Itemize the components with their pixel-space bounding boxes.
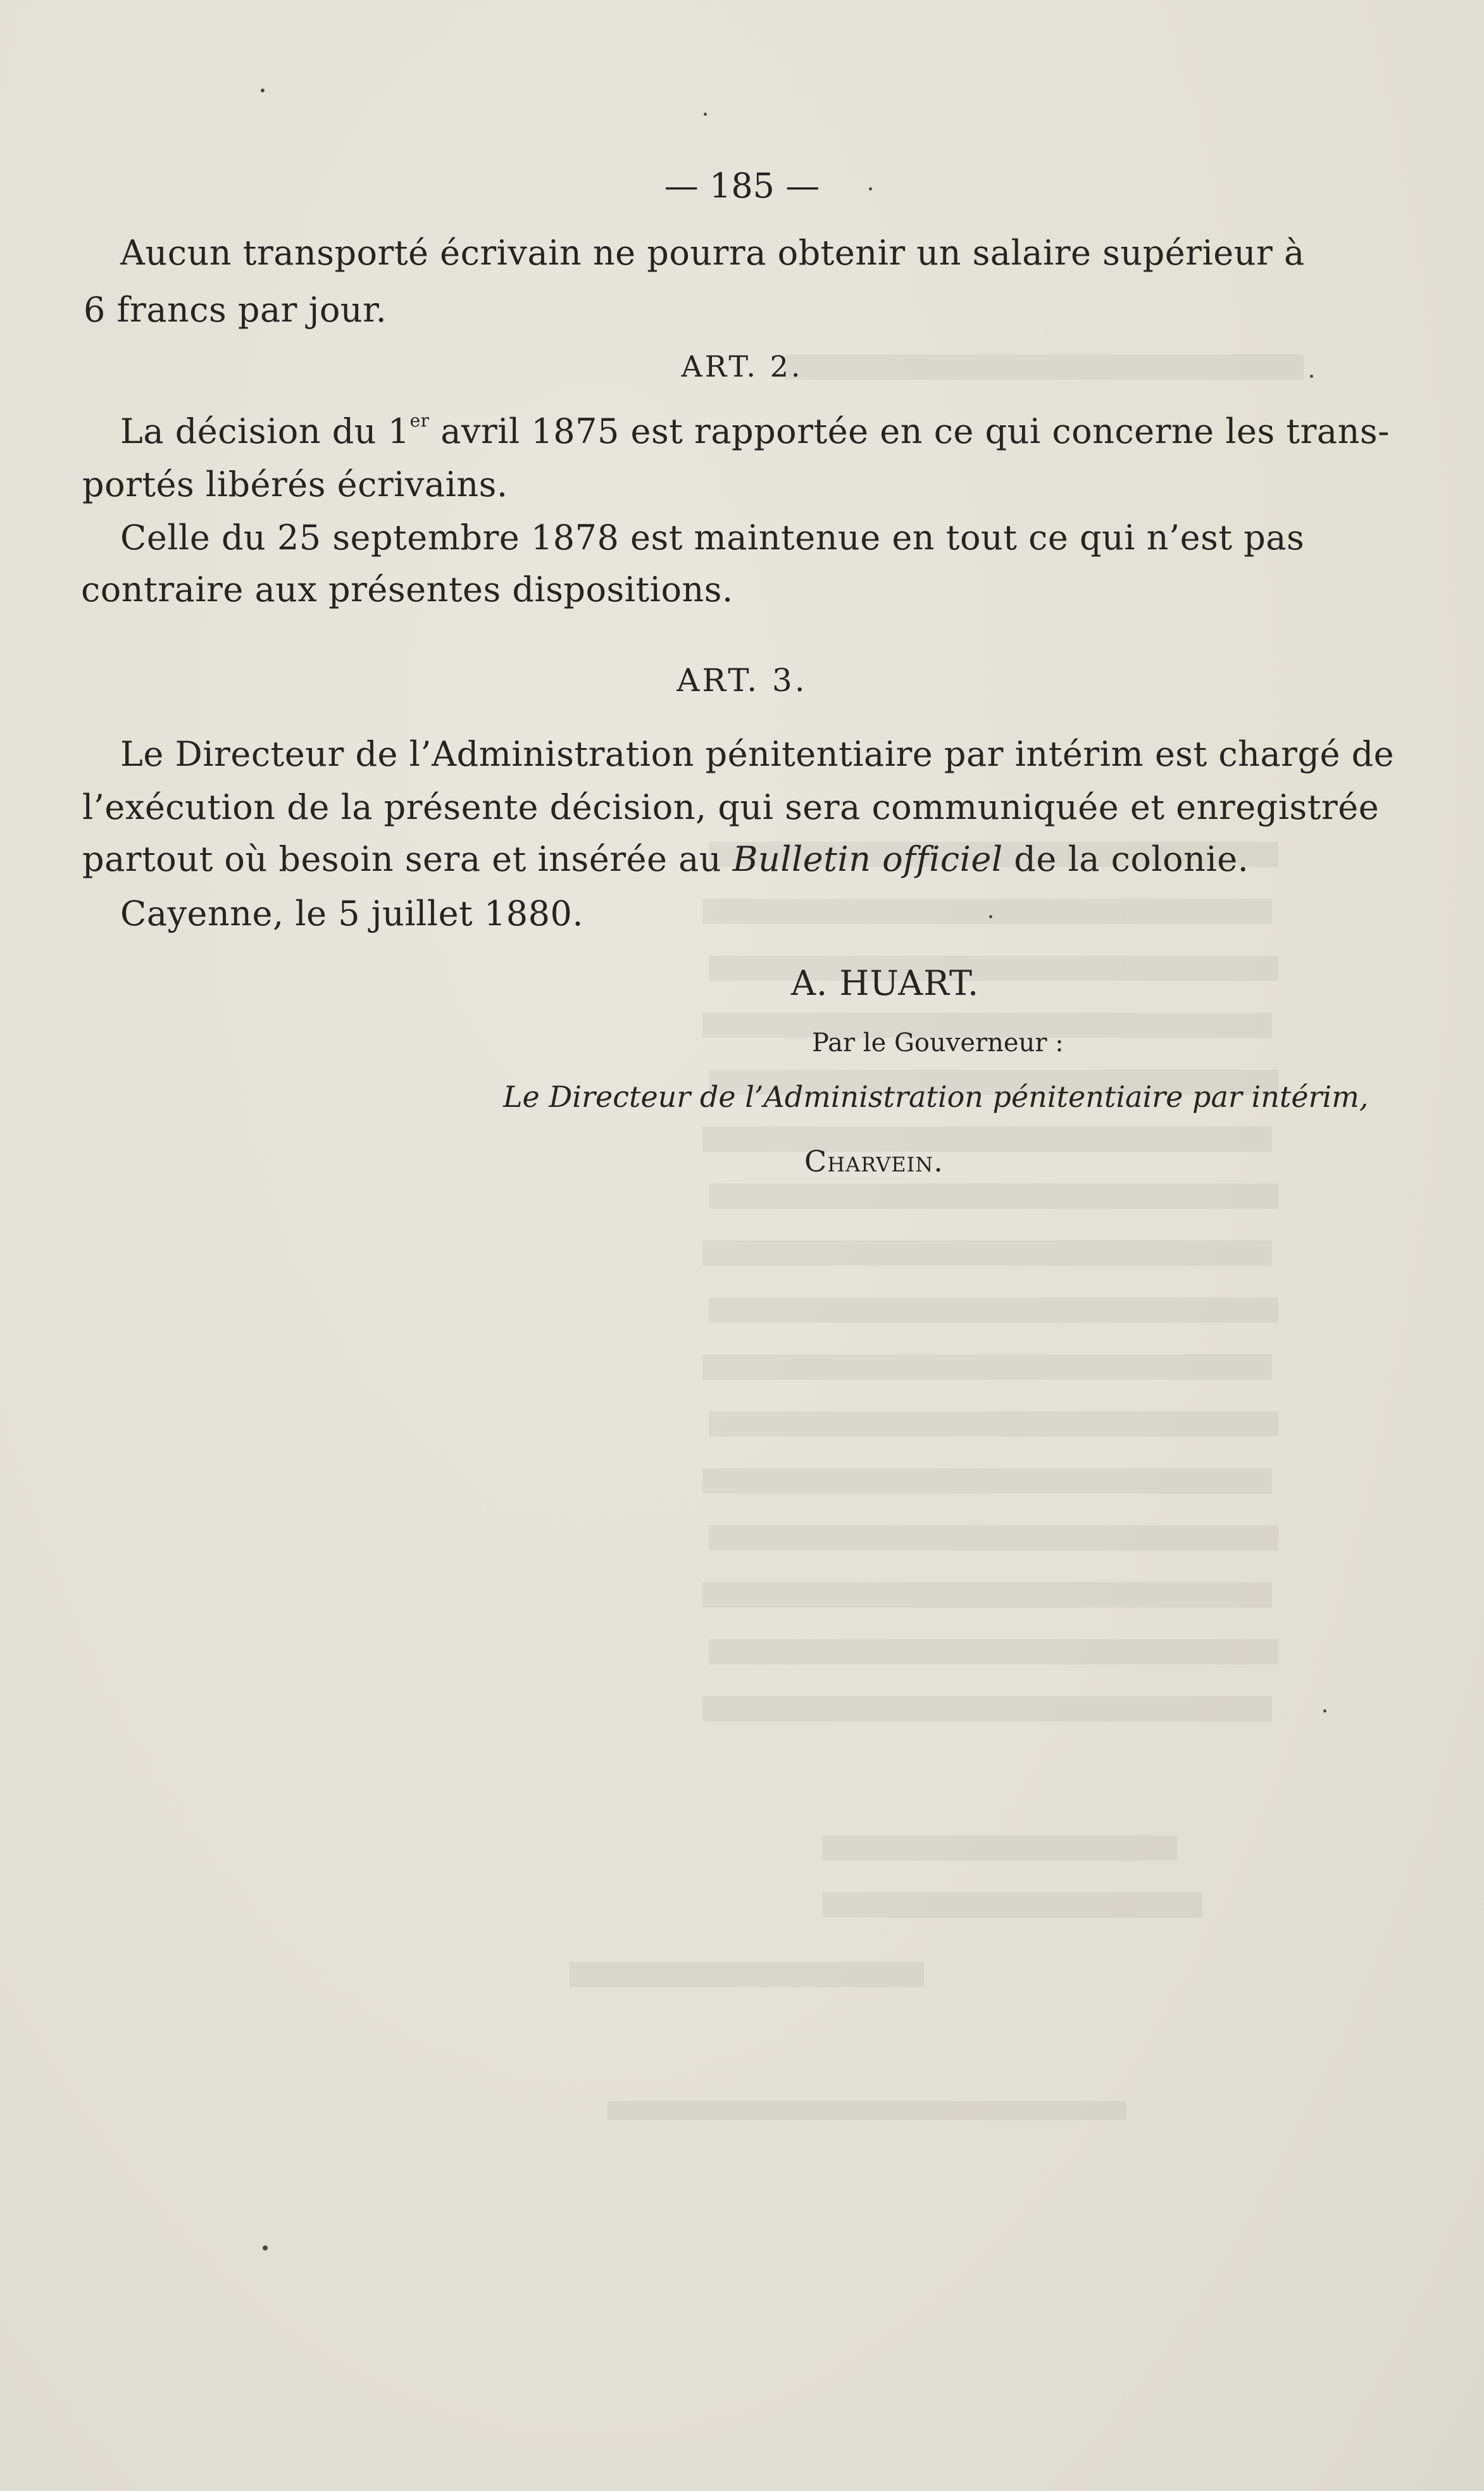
signature-cosigner: Charvein. xyxy=(804,1144,944,1178)
paragraph-2-text-a: La décision du 1 xyxy=(120,411,410,451)
paragraph-4-line-1: Le Directeur de l’Administration pénitentiaire par intérim est chargé de xyxy=(120,734,1395,774)
superscript-er: er xyxy=(409,410,430,431)
date-line: Cayenne, le 5 juillet 1880. xyxy=(120,894,583,933)
signature-par-le-gouverneur: Par le Gouverneur : xyxy=(812,1028,1064,1058)
paragraph-3-line-1: Celle du 25 septembre 1878 est maintenue en tout ce qui n’est pas xyxy=(120,518,1305,558)
signature-title: Le Directeur de l’Administration pénitentiaire par intérim, xyxy=(503,1080,1369,1114)
paragraph-1-line-1: Aucun transporté écrivain ne pourra obtenir un salaire supérieur à xyxy=(120,233,1305,273)
paper-speck xyxy=(261,89,265,92)
page-number: — 185 — xyxy=(664,166,820,206)
paper-speck xyxy=(704,113,707,116)
paragraph-2-line-1 xyxy=(120,410,1390,451)
paragraph-2-text-b: avril 1875 est rapportée en ce qui concerne les trans- xyxy=(429,411,1390,451)
paragraph-2-line-2: portés libérés écrivains. xyxy=(82,465,508,504)
paragraph-4-line-2: l’exécution de la présente décision, qui sera communiquée et enregistrée xyxy=(82,787,1380,827)
article-2-heading: ART. 2. xyxy=(681,349,803,384)
paragraph-4-text-b: de la colonie. xyxy=(1002,839,1249,879)
paragraph-1-line-2: 6 francs par jour. xyxy=(84,290,387,330)
article-3-heading: ART. 3. xyxy=(677,662,807,699)
paper-speck xyxy=(1323,1709,1326,1713)
signature-name: A. HUART. xyxy=(791,963,980,1003)
paragraph-3-line-2: contraire aux présentes dispositions. xyxy=(81,570,733,609)
paper-speck xyxy=(263,2245,268,2251)
paper-speck xyxy=(989,915,992,918)
paragraph-4-line-3 xyxy=(82,839,1249,879)
bulletin-officiel-title: Bulletin officiel xyxy=(732,839,1003,879)
paragraph-4-text-a: partout où besoin sera et insérée au xyxy=(82,839,733,879)
